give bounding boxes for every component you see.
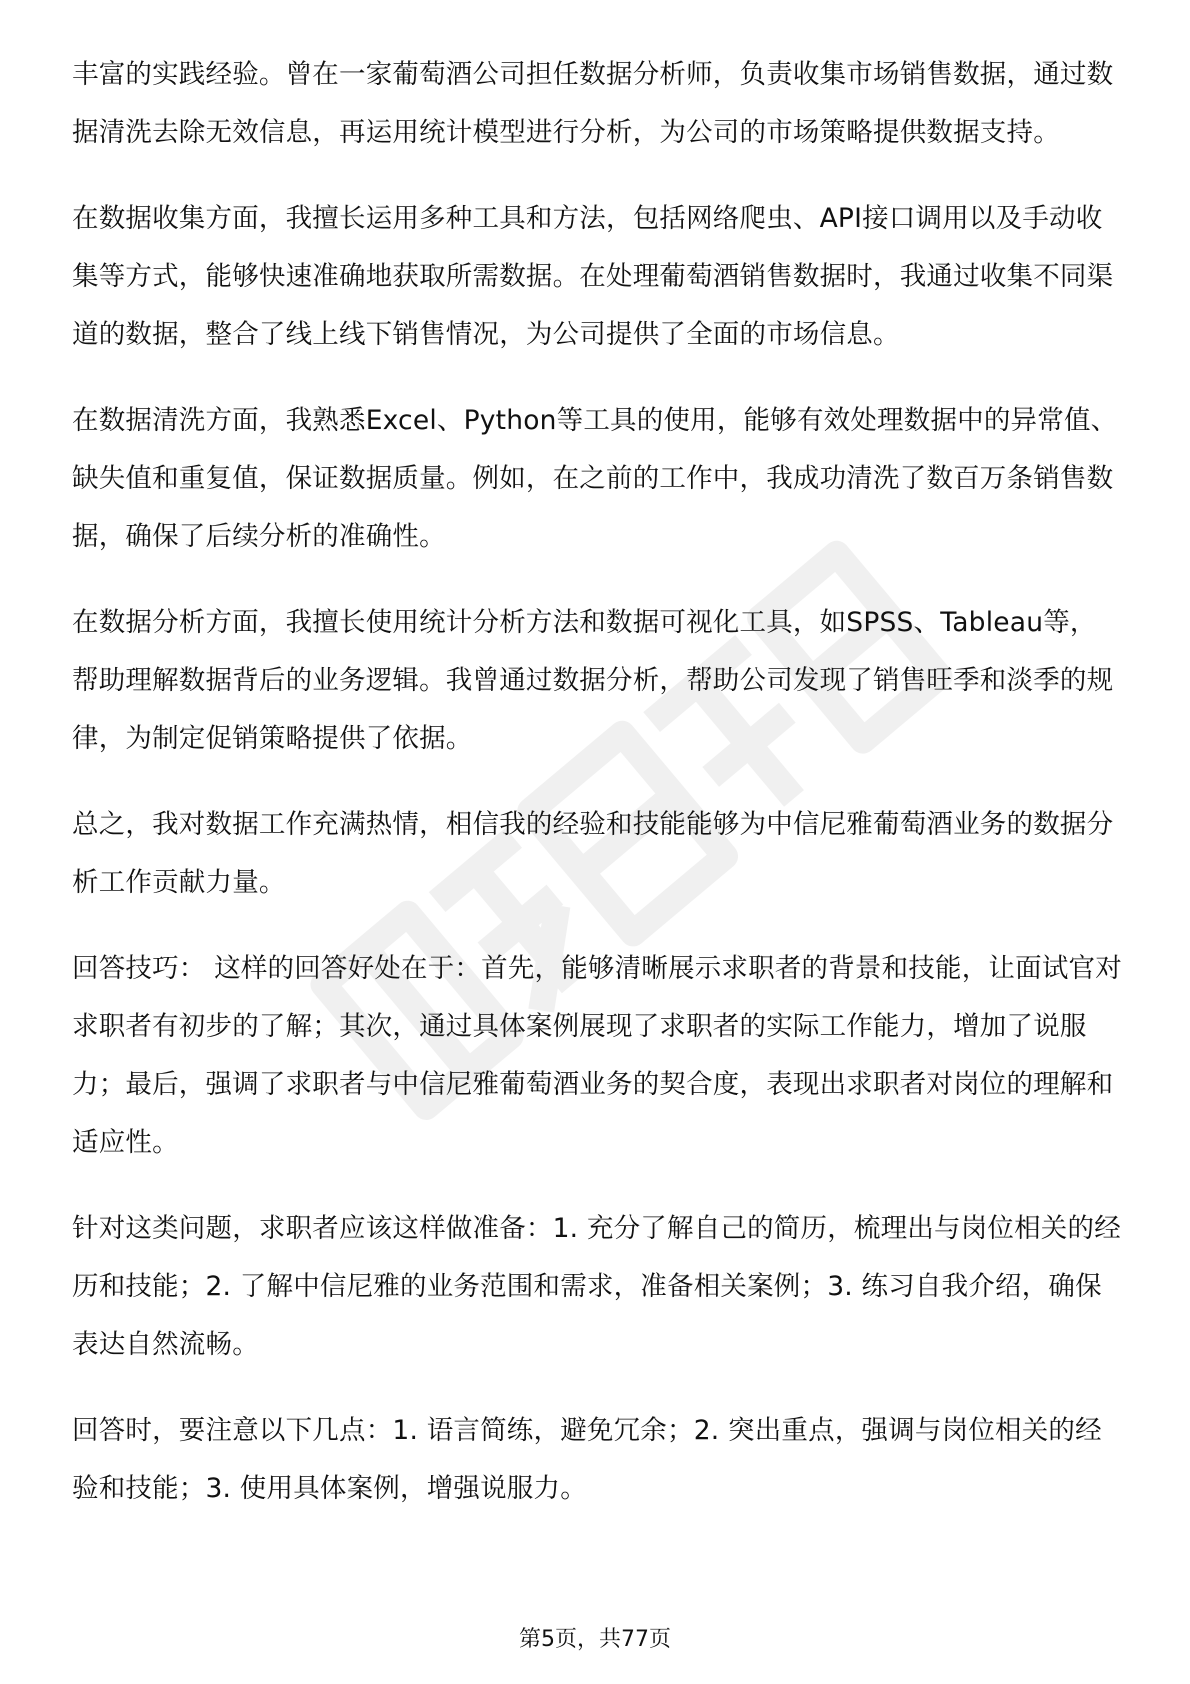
paragraph: 在数据分析方面，我擅长使用统计分析方法和数据可视化工具，如SPSS、Tableau等，帮助理解数据背后的业务逻辑。我曾通过数据分析，帮助公司发现了销售旺季和淡季的规律，为制定促销策略提供了依据。: [72, 607, 1114, 754]
page-number: 第5页，共77页: [519, 1627, 671, 1652]
paragraph: 总之，我对数据工作充满热情，相信我的经验和技能能够为中信尼雅葡萄酒业务的数据分析工作贡献力量。: [72, 809, 1114, 898]
paragraph: 在数据收集方面，我擅长运用多种工具和方法，包括网络爬虫、API接口调用以及手动收集等方式，能够快速准确地获取所需数据。在处理葡萄酒销售数据时，我通过收集不同渠道的数据，整合了线上线下销售情况，为公司提供了全面的市场信息。: [72, 203, 1114, 350]
paragraph: 丰富的实践经验。曾在一家葡萄酒公司担任数据分析师，负责收集市场销售数据，通过数据清洗去除无效信息，再运用统计模型进行分析，为公司的市场策略提供数据支持。: [72, 59, 1114, 148]
paragraph: 回答技巧： 这样的回答好处在于：首先，能够清晰展示求职者的背景和技能，让面试官对求职者有初步的了解；其次，通过具体案例展现了求职者的实际工作能力，增加了说服力；最后，强调了求职者与中信尼雅葡萄酒业务的契合度，表现出求职者对岗位的理解和适应性。: [72, 953, 1122, 1158]
paragraph: 针对这类问题，求职者应该这样做准备：1. 充分了解自己的简历，梳理出与岗位相关的经历和技能；2. 了解中信尼雅的业务范围和需求，准备相关案例；3. 练习自我介绍，确保表达自然流畅。: [72, 1213, 1121, 1360]
paragraph: 在数据清洗方面，我熟悉Excel、Python等工具的使用，能够有效处理数据中的异常值、缺失值和重复值，保证数据质量。例如，在之前的工作中，我成功清洗了数百万条销售数据，确保了后续分析的准确性。: [72, 405, 1118, 552]
article-body: [72, 46, 1122, 1546]
paragraph: 回答时，要注意以下几点：1. 语言简练，避免冗余；2. 突出重点，强调与岗位相关的经验和技能；3. 使用具体案例，增强说服力。: [72, 1415, 1102, 1504]
